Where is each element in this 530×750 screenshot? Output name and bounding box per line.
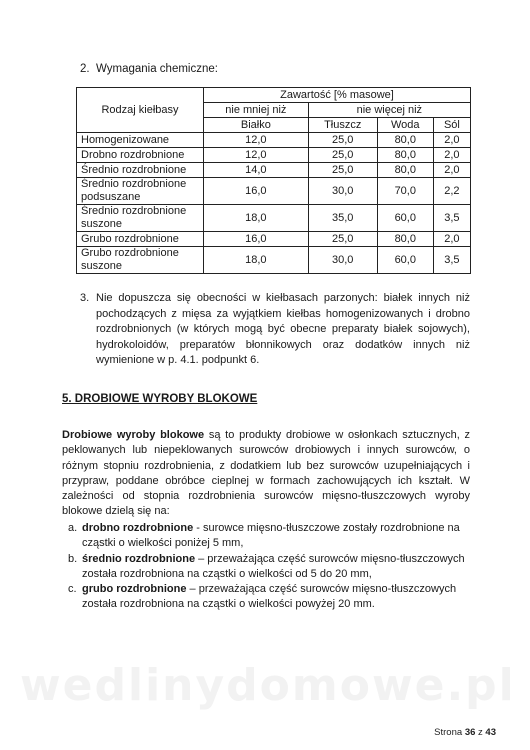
col-header-salt: Sól bbox=[433, 118, 470, 133]
cell-salt: 2,0 bbox=[433, 148, 470, 163]
table-row bbox=[77, 205, 471, 232]
table-row bbox=[77, 133, 471, 148]
col-header-content: Zawartość [% masowe] bbox=[204, 88, 471, 103]
cell-salt: 2,0 bbox=[433, 232, 470, 247]
cell-fat: 35,0 bbox=[308, 205, 377, 232]
list-item bbox=[62, 521, 472, 552]
section-heading: 5. DROBIOWE WYROBY BLOKOWE bbox=[62, 393, 258, 405]
cell-water: 70,0 bbox=[377, 178, 433, 205]
row-name: Grubo rozdrobnione suszone bbox=[77, 247, 204, 274]
cell-water: 80,0 bbox=[377, 232, 433, 247]
cell-fat: 30,0 bbox=[308, 178, 377, 205]
list-marker: a. bbox=[68, 522, 78, 534]
note-text: Nie dopuszcza się obecności w kiełbasach parzonych: białek innych niż pochodzących z mięsa za wyjątkiem kiełbas homogenizowanych i drobno rozdrobnionych (w których mogą być obecne preparaty białek sojowych), hydrokoloidów, preparatów błonnikowych oraz dodatków innych niż wymienione w p. 4.1. podpunkt 6. bbox=[96, 292, 470, 366]
row-name: Homogenizowane bbox=[77, 133, 204, 148]
table-row bbox=[77, 178, 471, 205]
cell-water: 60,0 bbox=[377, 247, 433, 274]
col-header-sausage-type: Rodzaj kiełbasy bbox=[77, 88, 204, 133]
cell-fat: 25,0 bbox=[308, 133, 377, 148]
cell-fat: 25,0 bbox=[308, 163, 377, 178]
lead-term: Drobiowe wyroby blokowe bbox=[62, 429, 205, 441]
section-paragraph bbox=[62, 428, 470, 520]
footer-prefix: Strona bbox=[434, 727, 465, 738]
row-name: Średnio rozdrobnione podsuszane bbox=[77, 178, 204, 205]
list-item bbox=[62, 552, 472, 583]
list-item bbox=[62, 582, 472, 613]
cell-water: 80,0 bbox=[377, 133, 433, 148]
note-number: 3. bbox=[80, 292, 90, 304]
col-header-min: nie mniej niż bbox=[204, 103, 309, 118]
page-footer bbox=[434, 727, 496, 738]
requirements-heading bbox=[80, 63, 218, 75]
watermark: wedlinydomowe.pl bbox=[20, 660, 516, 711]
cell-protein: 12,0 bbox=[204, 148, 309, 163]
cell-salt: 2,2 bbox=[433, 178, 470, 205]
cell-protein: 12,0 bbox=[204, 133, 309, 148]
cell-fat: 25,0 bbox=[308, 148, 377, 163]
col-header-water: Woda bbox=[377, 118, 433, 133]
cell-water: 80,0 bbox=[377, 163, 433, 178]
table-row bbox=[77, 232, 471, 247]
note-3 bbox=[80, 291, 470, 369]
list-text: – przeważająca część surowców mięsno-tłuszczowych została rozdrobniona na cząstki o wielkości powyżej 20 mm. bbox=[82, 583, 457, 611]
footer-current-page: 36 bbox=[464, 727, 476, 738]
row-name: Grubo rozdrobnione bbox=[77, 232, 204, 247]
cell-salt: 3,5 bbox=[433, 205, 470, 232]
table-row bbox=[77, 148, 471, 163]
footer-total-pages: 43 bbox=[485, 727, 496, 738]
row-name: Średnio rozdrobnione bbox=[77, 163, 204, 178]
subtype-list bbox=[62, 521, 472, 613]
list-text: - surowce mięsno-tłuszczowe zostały rozdrobnione na cząstki o wielkości poniżej 5 mm, bbox=[82, 522, 460, 550]
cell-salt: 2,0 bbox=[433, 133, 470, 148]
row-name: Średnio rozdrobnione suszone bbox=[77, 205, 204, 232]
list-marker: c. bbox=[68, 583, 77, 596]
cell-protein: 16,0 bbox=[204, 178, 309, 205]
cell-protein: 16,0 bbox=[204, 232, 309, 247]
list-term: grubo rozdrobnione bbox=[82, 583, 187, 596]
list-term: średnio rozdrobnione bbox=[82, 552, 196, 565]
table-row bbox=[77, 247, 471, 274]
cell-fat: 30,0 bbox=[308, 247, 377, 274]
requirements-title: Wymagania chemiczne: bbox=[95, 63, 218, 75]
cell-fat: 25,0 bbox=[308, 232, 377, 247]
cell-water: 60,0 bbox=[377, 205, 433, 232]
row-name: Drobno rozdrobnione bbox=[77, 148, 204, 163]
cell-salt: 2,0 bbox=[433, 163, 470, 178]
cell-protein: 14,0 bbox=[204, 163, 309, 178]
cell-water: 80,0 bbox=[377, 148, 433, 163]
list-marker: b. bbox=[68, 552, 78, 565]
requirements-number: 2. bbox=[80, 63, 90, 75]
footer-separator: z bbox=[475, 727, 486, 738]
paragraph-text: są to produkty drobiowe w osłonkach sztucznych, z peklowanych lub niepeklowanych surowców drobiowych i innych surowców, o różnym stopniu rozdrobnienia, z dodatkiem lub bez surowców uzupełniających i przypraw, poddane obróbce cieplnej w formach zachowujących ich kształt. W zależności od stopnia rozdrobnienia surowców mięsno-tłuszczowych wyroby blokowe dzielą się na: bbox=[62, 429, 470, 518]
cell-salt: 3,5 bbox=[433, 247, 470, 274]
cell-protein: 18,0 bbox=[204, 205, 309, 232]
table-row bbox=[77, 163, 471, 178]
col-header-protein: Białko bbox=[204, 118, 309, 133]
cell-protein: 18,0 bbox=[204, 247, 309, 274]
chemical-requirements-table bbox=[76, 87, 471, 274]
list-text: – przeważająca część surowców mięsno-tłuszczowych została rozdrobniona na cząstki o wielkości od 5 do 20 mm, bbox=[82, 552, 465, 580]
col-header-fat: Tłuszcz bbox=[308, 118, 377, 133]
col-header-max: nie więcej niż bbox=[308, 103, 470, 118]
list-term: drobno rozdrobnione bbox=[82, 522, 194, 534]
